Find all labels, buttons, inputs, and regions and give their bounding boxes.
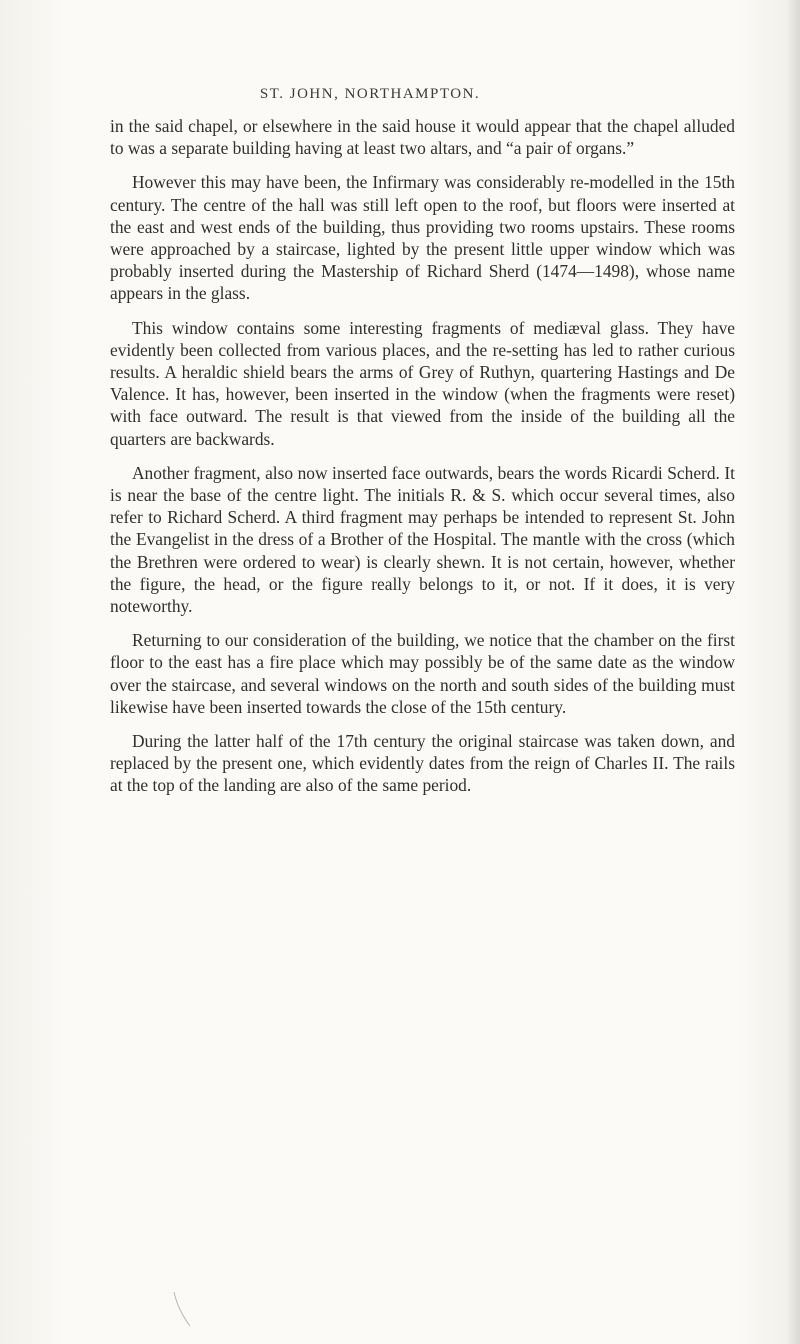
paragraph-1: in the said chapel, or elsewhere in the said house it would appear that the chapel alluded to was a separate building having at least two altars, and “a pair of organs.”: [110, 116, 735, 159]
pencil-mark: [170, 1290, 210, 1330]
paragraph-3: This window contains some interesting fragments of mediæval glass. They have evidently been collected from various places, and the re-setting has led to rather curious results. A heraldic shield bears the arms of Grey of Ruthyn, quartering Hastings and De Valence. It has, however, been inserted in the window (when the fragments were reset) with face outward. The result is that viewed from the inside of the building all the quarters are backwards.: [110, 317, 735, 449]
page-edge-shadow: [786, 0, 800, 1344]
paragraph-2: However this may have been, the Infirmary was considerably re-modelled in the 15th century. The centre of the hall was still left open to the roof, but floors were inserted at the east and west ends of the building, thus providing two rooms upstairs. These rooms were approached by a staircase, lighted by the present little upper window which was probably inserted during the Mastership of Richard Sherd (1474—1498), whose name appears in the glass.: [110, 172, 735, 304]
paragraph-6: During the latter half of the 17th century the original staircase was taken down, and replaced by the present one, which evidently dates from the reign of Charles II. The rails at the top of the landing are also of the same period.: [110, 731, 735, 796]
paragraph-4: Another fragment, also now inserted face outwards, bears the words Ricardi Scherd. It is near the base of the centre light. The initials R. & S. which occur several times, also refer to Richard Scherd. A third fragment may perhaps be intended to represent St. John the Evangelist in the dress of a Brother of the Hospital. The mantle with the cross (which the Brethren were ordered to wear) is clearly shewn. It is not certain, however, whether the figure, the head, or the figure really belongs to it, or not. If it does, it is very noteworthy.: [110, 462, 735, 617]
running-head: ST. JOHN, NORTHAMPTON.: [259, 86, 481, 102]
paragraph-5: Returning to our consideration of the building, we notice that the chamber on the first floor to the east has a fire place which may possibly be of the same date as the window over the staircase, and several windows on the north and south sides of the building must likewise have been inserted towards the close of the 15th century.: [110, 630, 735, 717]
body-text: [110, 115, 735, 809]
